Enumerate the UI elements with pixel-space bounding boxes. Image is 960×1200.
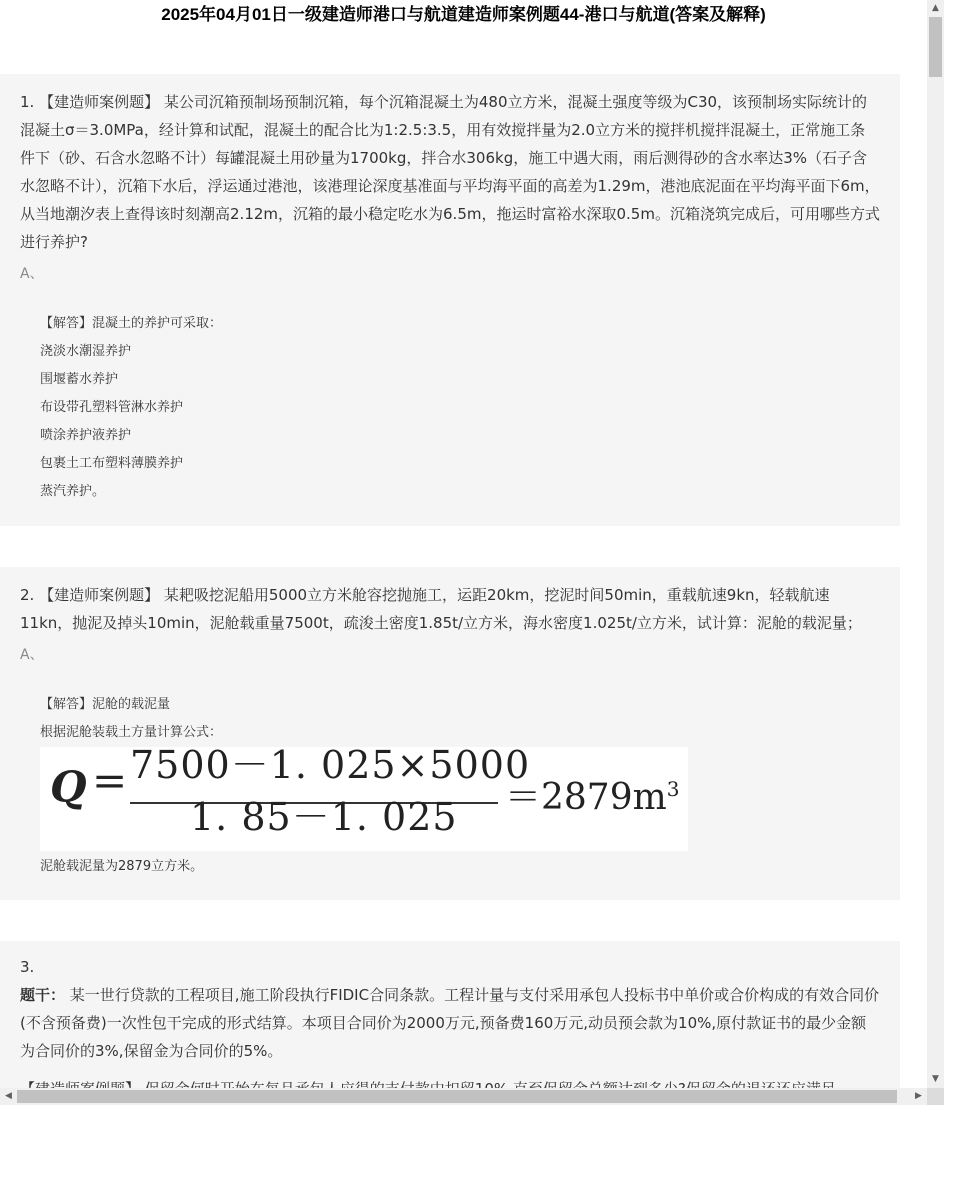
answer-line: 喷涂养护液养护 bbox=[40, 428, 132, 443]
answer-line: 【解答】泥舱的载泥量 bbox=[40, 697, 171, 712]
vertical-scrollbar[interactable] bbox=[927, 0, 944, 1088]
answer-line: 围堰蓄水养护 bbox=[40, 372, 119, 387]
formula-result bbox=[505, 775, 680, 818]
question-number: 3. bbox=[20, 958, 35, 976]
question-option: A、 bbox=[20, 266, 44, 282]
formula-equals: = bbox=[92, 756, 128, 805]
question-text bbox=[20, 88, 880, 256]
question-number: 2. bbox=[20, 586, 35, 604]
question-number: 1. bbox=[20, 93, 35, 111]
question-stem bbox=[20, 981, 880, 1065]
answer-line: 包裹土工布塑料薄膜养护 bbox=[40, 456, 184, 471]
answer-block bbox=[20, 310, 880, 506]
answer-block bbox=[20, 691, 880, 881]
stem-text: 某一世行贷款的工程项目,施工阶段执行FIDIC合同条款。工程计量与支付采用承包人投标书中单价或合价构成的有效合同价(不含预备费)一次性包干完成的形式结算。本项目合同价为2000万元,预备费160万元,动员预会款为10%,原付款证书的最少金额为合同价的3%,保留金为合同价的5%。 bbox=[20, 986, 880, 1060]
horizontal-scrollbar[interactable] bbox=[0, 1088, 927, 1105]
answer-line: 根据泥舱装载土方量计算公式： bbox=[40, 725, 223, 740]
answer-line: 布设带孔塑料管淋水养护 bbox=[40, 400, 184, 415]
question-card-2 bbox=[0, 567, 900, 900]
answer-line: 【解答】混凝土的养护可采取： bbox=[40, 316, 223, 331]
formula-denominator: 1. 85－1. 025 bbox=[190, 795, 458, 839]
question-card-3 bbox=[0, 941, 900, 1101]
horizontal-scroll-thumb[interactable] bbox=[17, 1090, 897, 1103]
answer-line: 泥舱载泥量为2879立方米。 bbox=[40, 859, 204, 874]
page-title: 2025年04月01日一级建造师港口与航道建造师案例题44-港口与航道(答案及解释) bbox=[161, 5, 766, 24]
question-option: A、 bbox=[20, 647, 44, 663]
question-body: 【建造师案例题】 某公司沉箱预制场预制沉箱，每个沉箱混凝土为480立方米，混凝土强度等级为C30，该预制场实际统计的混凝土σ＝3.0MPa，经计算和试配，混凝土的配合比为1:2.5:3.5，用有效搅拌量为2.0立方米的搅拌机搅拌混凝土，正常施工条件下（砂、石含水忽略不计）每罐混凝土用砂量为1700kg，拌合水306kg，施工中遇大雨，雨后测得砂的含水率达3%（石子含水忽略不计），沉箱下水后，浮运通过港池，该港理论深度基准面与平均海平面的高差为1.29m，港池底泥面在平均海平面下6m，从当地潮汐表上查得该时刻潮高2.12m，沉箱的最小稳定吃水为6.5m，拖运时富裕水深取0.5m。沉箱浇筑完成后，可用哪些方式进行养护? bbox=[20, 93, 880, 251]
formula-numerator: 7500－1. 025×5000 bbox=[130, 743, 531, 787]
formula-image bbox=[40, 743, 688, 851]
answer-line: 浇淡水潮湿养护 bbox=[40, 344, 132, 359]
scroll-left-arrow-icon[interactable]: ◀ bbox=[5, 1091, 12, 1101]
answer-line: 蒸汽养护。 bbox=[40, 484, 106, 499]
question-card-1 bbox=[0, 74, 900, 526]
vertical-scroll-thumb[interactable] bbox=[929, 17, 942, 77]
formula-lhs: Q bbox=[50, 762, 87, 811]
scrollbar-corner bbox=[927, 1088, 944, 1105]
formula-result-value: ＝2879m bbox=[505, 777, 667, 818]
scroll-down-arrow-icon[interactable]: ▼ bbox=[932, 1074, 939, 1084]
scroll-right-arrow-icon[interactable]: ▶ bbox=[915, 1091, 922, 1101]
formula-result-sup: 3 bbox=[666, 777, 680, 801]
question-body: 【建造师案例题】 某耙吸挖泥船用5000立方米舱容挖抛施工，运距20km，挖泥时间50min，重载航速9kn，轻载航速11kn，抛泥及掉头10min，泥舱载重量7500t，疏浚土密度1.85t/立方米，海水密度1.025t/立方米，试计算：泥舱的载泥量； bbox=[20, 586, 862, 632]
question-text bbox=[20, 581, 880, 637]
scroll-up-arrow-icon[interactable]: ▲ bbox=[932, 3, 939, 13]
stem-label: 题干： bbox=[20, 986, 66, 1004]
